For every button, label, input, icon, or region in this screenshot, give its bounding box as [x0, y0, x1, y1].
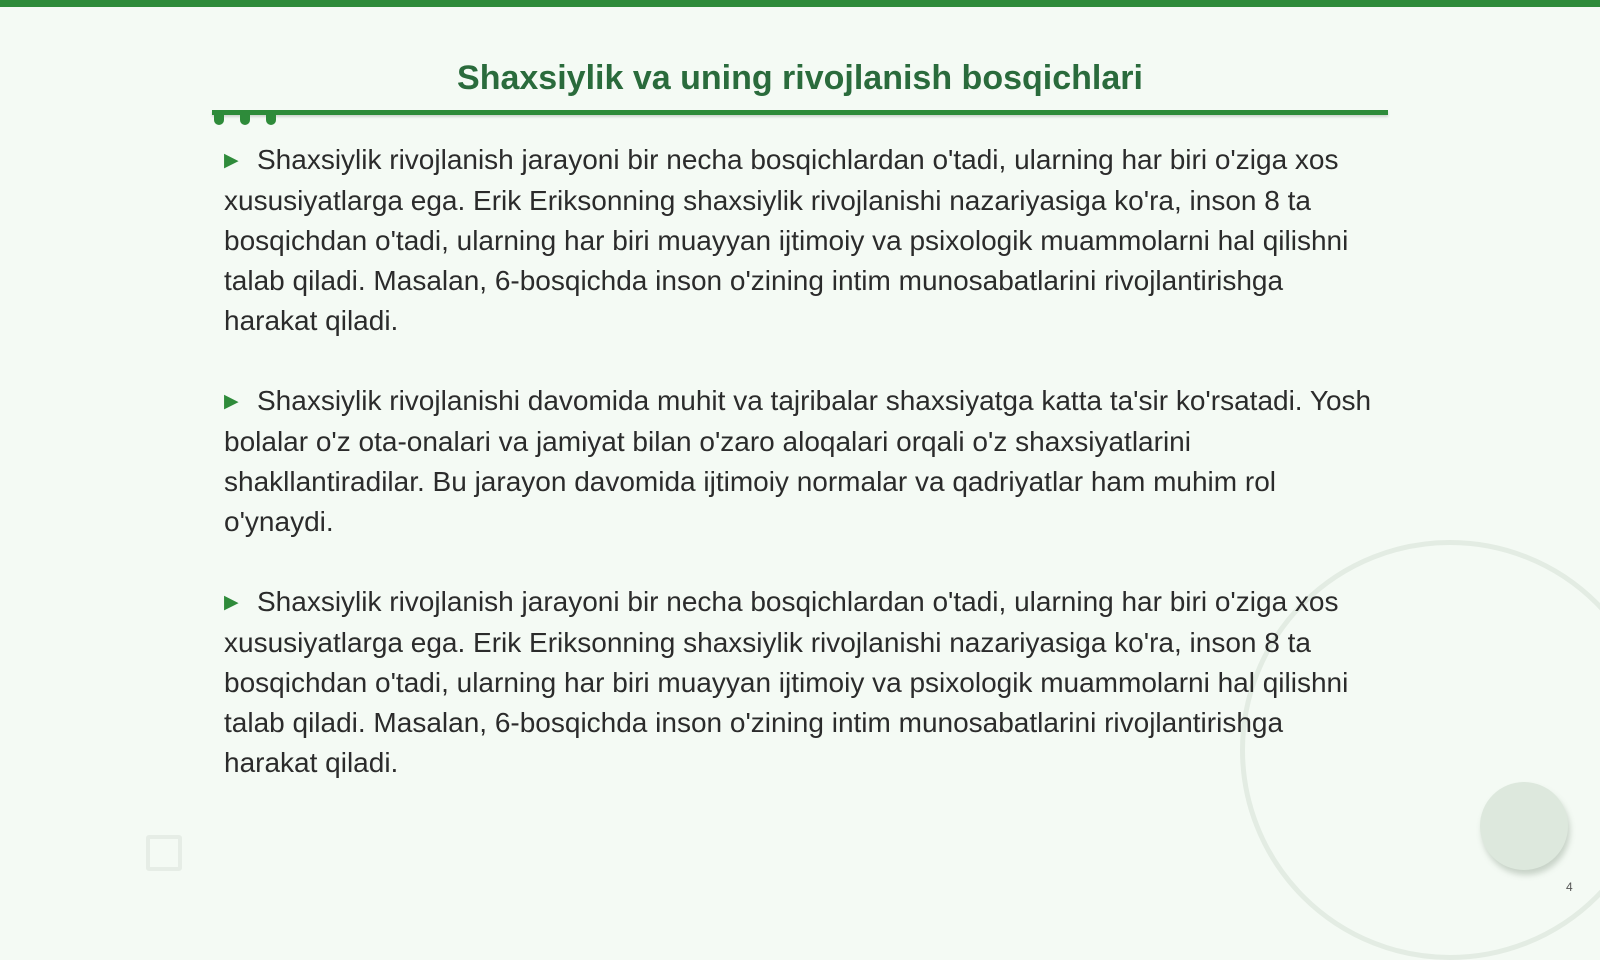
slide-title: Shaxsiylik va uning rivojlanish bosqichlari	[457, 59, 1143, 97]
top-accent-bar	[0, 0, 1600, 7]
slide-body	[224, 140, 1374, 823]
bullet-arrow-icon: ▶	[224, 150, 239, 171]
bullet-item	[224, 381, 1374, 542]
decorative-circle	[1480, 782, 1568, 870]
page-number: 4	[1566, 880, 1573, 894]
bullet-text: Shaxsiylik rivojlanish jarayoni bir necha bosqichlardan o'tadi, ularning har biri o'ziga xos xususiyatlarga ega. Erik Eriksonning shaxsiylik rivojlanishi nazariyasiga ko'ra, inson 8 ta bosqichdan o'tadi, ularning har biri muayyan ijtimoiy va psixologik muammolarni hal qilishni talab qiladi. Masalan, 6-bosqichda inson o'zining intim munosabatlarini rivojlantirishga harakat qiladi.	[224, 144, 1349, 336]
underline-dot	[214, 112, 224, 125]
bullet-text: Shaxsiylik rivojlanishi davomida muhit va tajribalar shaxsiyatga katta ta'sir ko'rsatadi. Yosh bolalar o'z ota-onalari va jamiyat bilan o'zaro aloqalari orqali o'z shaxsiyatlarini shakllantiradilar. Bu jarayon davomida ijtimoiy normalar va qadriyatlar ham muhim rol o'ynaydi.	[224, 385, 1372, 537]
underline-dot	[266, 112, 276, 125]
bullet-item	[224, 140, 1374, 341]
title-underline	[212, 110, 1388, 115]
bullet-arrow-icon: ▶	[224, 391, 239, 412]
decorative-square	[146, 835, 182, 871]
bullet-text: Shaxsiylik rivojlanish jarayoni bir necha bosqichlardan o'tadi, ularning har biri o'ziga xos xususiyatlarga ega. Erik Eriksonning shaxsiylik rivojlanishi nazariyasiga ko'ra, inson 8 ta bosqichdan o'tadi, ularning har biri muayyan ijtimoiy va psixologik muammolarni hal qilishni talab qiladi. Masalan, 6-bosqichda inson o'zining intim munosabatlarini rivojlantirishga harakat qiladi.	[224, 586, 1349, 778]
bullet-arrow-icon: ▶	[224, 592, 239, 613]
underline-dot	[240, 112, 250, 125]
bullet-item	[224, 582, 1374, 783]
